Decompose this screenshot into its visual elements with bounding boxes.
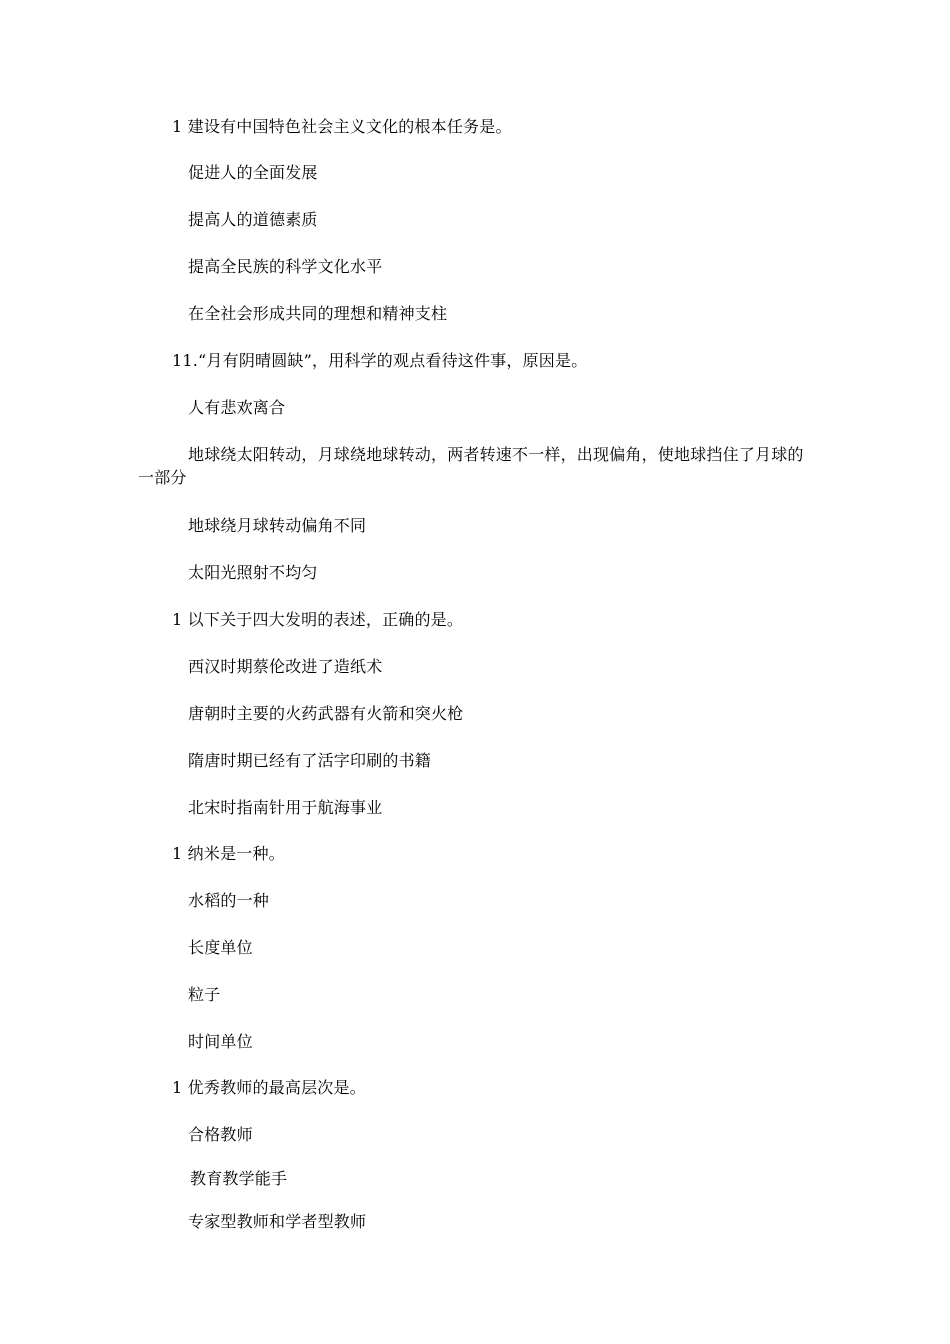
question-3-text: 1 以下关于四大发明的表述，正确的是。: [172, 610, 464, 629]
question-2-option-4: 太阳光照射不均匀: [188, 563, 318, 582]
question-1-option-4: 在全社会形成共同的理想和精神支柱: [188, 304, 448, 323]
question-2-option-2: 地球绕太阳转动，月球绕地球转动，两者转速不一样，出现偏角，使地球挡住了月球的一部分: [138, 445, 804, 487]
question-2-option-1: 人有悲欢离合: [188, 398, 286, 417]
question-2-option-3: 地球绕月球转动偏角不同: [188, 516, 367, 535]
question-5-option-2: 教育教学能手: [190, 1169, 288, 1188]
question-3-option-4: 北宋时指南针用于航海事业: [188, 798, 383, 817]
question-4-option-4: 时间单位: [188, 1032, 253, 1051]
question-3-option-3: 隋唐时期已经有了活字印刷的书籍: [188, 751, 432, 770]
question-3-option-1: 西汉时期蔡伦改进了造纸术: [188, 657, 383, 676]
question-3-option-2: 唐朝时主要的火药武器有火箭和突火枪: [188, 704, 464, 723]
question-4-option-2: 长度单位: [188, 938, 253, 957]
question-2-text: 11.“月有阴晴圆缺”，用科学的观点看待这件事，原因是。: [172, 351, 588, 370]
question-1-option-3: 提高全民族的科学文化水平: [188, 257, 383, 276]
question-4-text: 1 纳米是一种。: [172, 844, 285, 863]
question-4-option-1: 水稻的一种: [188, 891, 270, 910]
question-5-option-3: 专家型教师和学者型教师: [188, 1212, 367, 1231]
question-5-option-1: 合格教师: [188, 1125, 253, 1144]
question-1-option-1: 促进人的全面发展: [188, 163, 318, 182]
question-4-option-3: 粒子: [188, 985, 221, 1004]
question-1-text: 1 建设有中国特色社会主义文化的根本任务是。: [172, 117, 512, 136]
question-5-text: 1 优秀教师的最高层次是。: [172, 1078, 366, 1097]
question-1-option-2: 提高人的道德素质: [188, 210, 318, 229]
